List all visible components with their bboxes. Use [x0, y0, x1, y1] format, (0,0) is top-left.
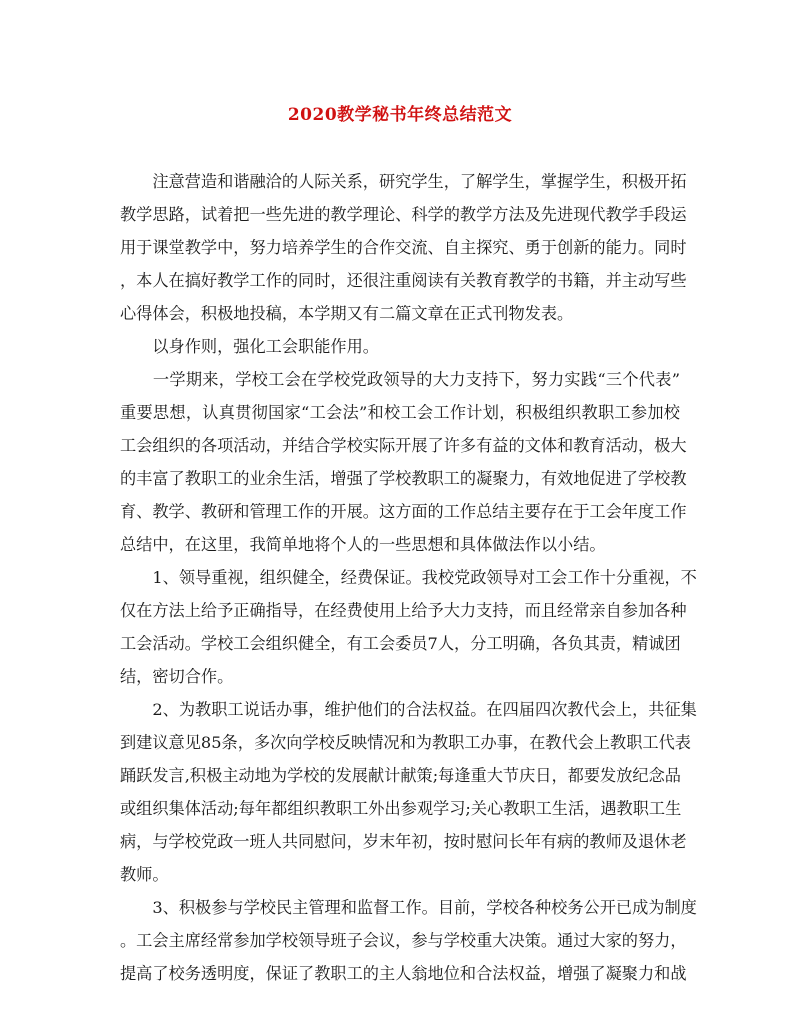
body-line: 仅在方法上给予正确指导，在经费使用上给予大力支持，而且经常亲自参加各种 — [120, 601, 687, 620]
body-line: 育、教学、教研和管理工作的开展。这方面的工作总结主要存在于工会年度工作 — [120, 502, 687, 521]
body-line: 2、为教职工说话办事，维护他们的合法权益。在四届四次教代会上，共征集 — [120, 700, 697, 719]
body-line: 工会组织的各项活动，并结合学校实际开展了许多有益的文体和教育活动，极大 — [120, 436, 687, 455]
body-line: 工会活动。学校工会组织健全，有工会委员7人，分工明确，各负其责，精诚团 — [120, 634, 681, 653]
body-line: 注意营造和谐融洽的人际关系，研究学生，了解学生，掌握学生，积极开拓 — [120, 172, 687, 191]
body-line: 到建议意见85条，多次向学校反映情况和为教职工办事，在教代会上教职工代表 — [120, 733, 691, 752]
body-line: 或组织集体活动;每年都组织教职工外出参观学习;关心教职工生活，遇教职工生 — [120, 799, 682, 818]
body-line: 总结中，在这里，我简单地将个人的一些思想和具体做法作以小结。 — [120, 535, 606, 554]
body-line: 3、积极参与学校民主管理和监督工作。目前，学校各种校务公开已成为制度 — [120, 898, 697, 917]
body-line: 。工会主席经常参加学校领导班子会议，参与学校重大决策。通过大家的努力， — [120, 931, 687, 950]
body-line: ，本人在搞好教学工作的同时，还很注重阅读有关教育教学的书籍，并主动写些 — [120, 271, 687, 290]
body-line: 一学期来，学校工会在学校党政领导的大力支持下，努力实践“三个代表” — [120, 370, 680, 389]
body-line: 提高了校务透明度，保证了教职工的主人翁地位和合法权益，增强了凝聚力和战 — [120, 964, 687, 983]
body-line: 结，密切合作。 — [120, 667, 234, 686]
body-line: 用于课堂教学中，努力培养学生的合作交流、自主探究、勇于创新的能力。同时 — [120, 238, 687, 257]
body-line: 教师。 — [120, 865, 169, 884]
body-line: 踊跃发言,积极主动地为学校的发展献计献策;每逢重大节庆日，都要发放纪念品 — [120, 766, 681, 785]
body-line: 1、领导重视，组织健全，经费保证。我校党政领导对工会工作十分重视，不 — [120, 568, 697, 587]
body-line: 重要思想，认真贯彻国家“工会法”和校工会工作计划，积极组织教职工参加校 — [120, 403, 680, 422]
body-line: 以身作则，强化工会职能作用。 — [120, 337, 379, 356]
body-line: 心得体会，积极地投稿，本学期又有二篇文章在正式刊物发表。 — [120, 304, 574, 323]
document-title: 2020教学秘书年终总结范文 — [287, 105, 513, 125]
body-line: 教学思路，试着把一些先进的教学理论、科学的教学方法及先进现代教学手段运 — [120, 205, 687, 224]
body-line: 病，与学校党政一班人共同慰问，岁末年初，按时慰问长年有病的教师及退休老 — [120, 832, 687, 851]
body-line: 的丰富了教职工的业余生活，增强了学校教职工的凝聚力，有效地促进了学校教 — [120, 469, 687, 488]
